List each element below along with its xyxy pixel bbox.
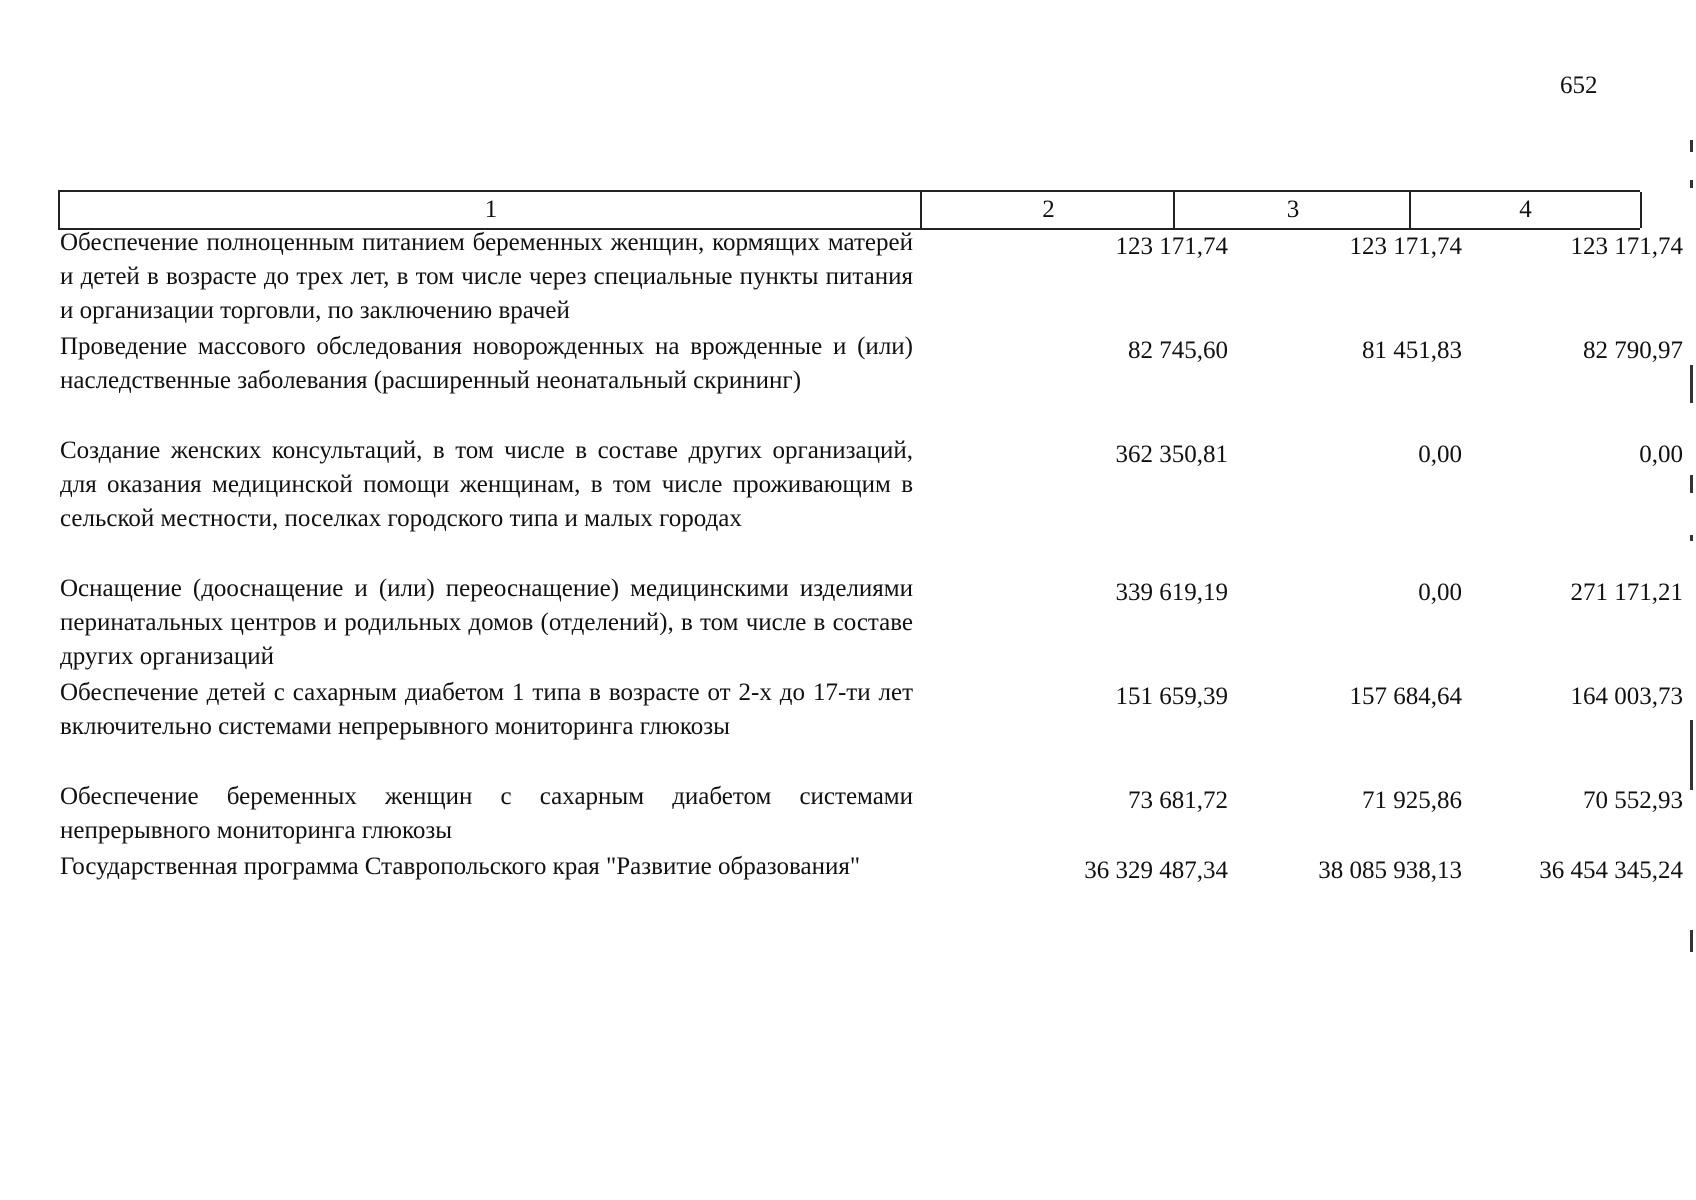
row-value-col-4: 123 171,74 (1570, 233, 1683, 260)
row-value-col-4: 0,00 (1639, 441, 1683, 468)
header-col-3: 3 (1173, 192, 1411, 228)
table-row (60, 330, 1683, 434)
row-value-col-2: 151 659,39 (1115, 683, 1228, 710)
table-row (60, 434, 1683, 572)
scan-mark (1690, 475, 1693, 493)
header-col-1: 1 (58, 192, 922, 228)
table-body (60, 226, 1683, 920)
scan-mark (1690, 720, 1693, 790)
scan-edge-marks (1690, 140, 1696, 960)
table-row (60, 780, 1683, 850)
row-value-col-3: 38 085 938,13 (1318, 857, 1462, 884)
row-name: Государственная программа Ставропольского края "Развитие образования" (60, 853, 861, 880)
row-value-col-3: 0,00 (1418, 441, 1462, 468)
row-value-col-4: 82 790,97 (1583, 337, 1683, 364)
row-name: Оснащение (дооснащение и (или) переоснащение) медицинскими изделиями перинатальных центров и родильных домов (отделений), в том числе в составе других организаций (60, 575, 913, 670)
row-name: Проведение массового обследования новорожденных на врожденные и (или) наследственные заболевания (расширенный неонатальный скрининг) (60, 333, 913, 394)
table-header-row (58, 190, 1640, 230)
row-value-col-2: 73 681,72 (1128, 787, 1228, 814)
scan-mark (1690, 140, 1693, 152)
row-name: Создание женских консультаций, в том числе в составе других организаций, для оказания медицинской помощи женщинам, в том числе проживающим в сельской местности, поселках городского типа и малых городах (60, 437, 913, 532)
scan-mark (1690, 365, 1693, 403)
row-value-col-2: 339 619,19 (1115, 579, 1228, 606)
scan-mark (1690, 535, 1693, 541)
row-value-col-3: 157 684,64 (1349, 683, 1462, 710)
scan-mark (1690, 930, 1693, 952)
row-value-col-3: 81 451,83 (1362, 337, 1462, 364)
row-name: Обеспечение полноценным питанием беременных женщин, кормящих матерей и детей в возрасте до трех лет, в том числе через специальные пункты питания и организации торговли, по заключению врачей (60, 229, 913, 324)
header-col-4: 4 (1409, 192, 1642, 228)
row-name: Обеспечение детей с сахарным диабетом 1 типа в возрасте от 2-х до 17-ти лет включительно системами непрерывного мониторинга глюкозы (60, 679, 913, 740)
row-value-col-2: 36 329 487,34 (1084, 857, 1228, 884)
row-value-col-2: 362 350,81 (1115, 441, 1228, 468)
row-value-col-3: 0,00 (1418, 579, 1462, 606)
table-row (60, 572, 1683, 676)
table-row (60, 850, 1683, 920)
row-value-col-3: 123 171,74 (1349, 233, 1462, 260)
row-value-col-2: 82 745,60 (1128, 337, 1228, 364)
row-value-col-4: 271 171,21 (1570, 579, 1683, 606)
table-row (60, 676, 1683, 780)
row-name: Обеспечение беременных женщин с сахарным диабетом системами непрерывного мониторинга глюкозы (60, 783, 913, 844)
row-value-col-4: 164 003,73 (1570, 683, 1683, 710)
row-value-col-2: 123 171,74 (1115, 233, 1228, 260)
header-col-2: 2 (920, 192, 1175, 228)
row-value-col-4: 36 454 345,24 (1539, 857, 1683, 884)
row-value-col-4: 70 552,93 (1583, 787, 1683, 814)
page-number: 652 (1560, 72, 1598, 99)
table-row (60, 226, 1683, 330)
row-value-col-3: 71 925,86 (1362, 787, 1462, 814)
scan-mark (1690, 180, 1693, 188)
